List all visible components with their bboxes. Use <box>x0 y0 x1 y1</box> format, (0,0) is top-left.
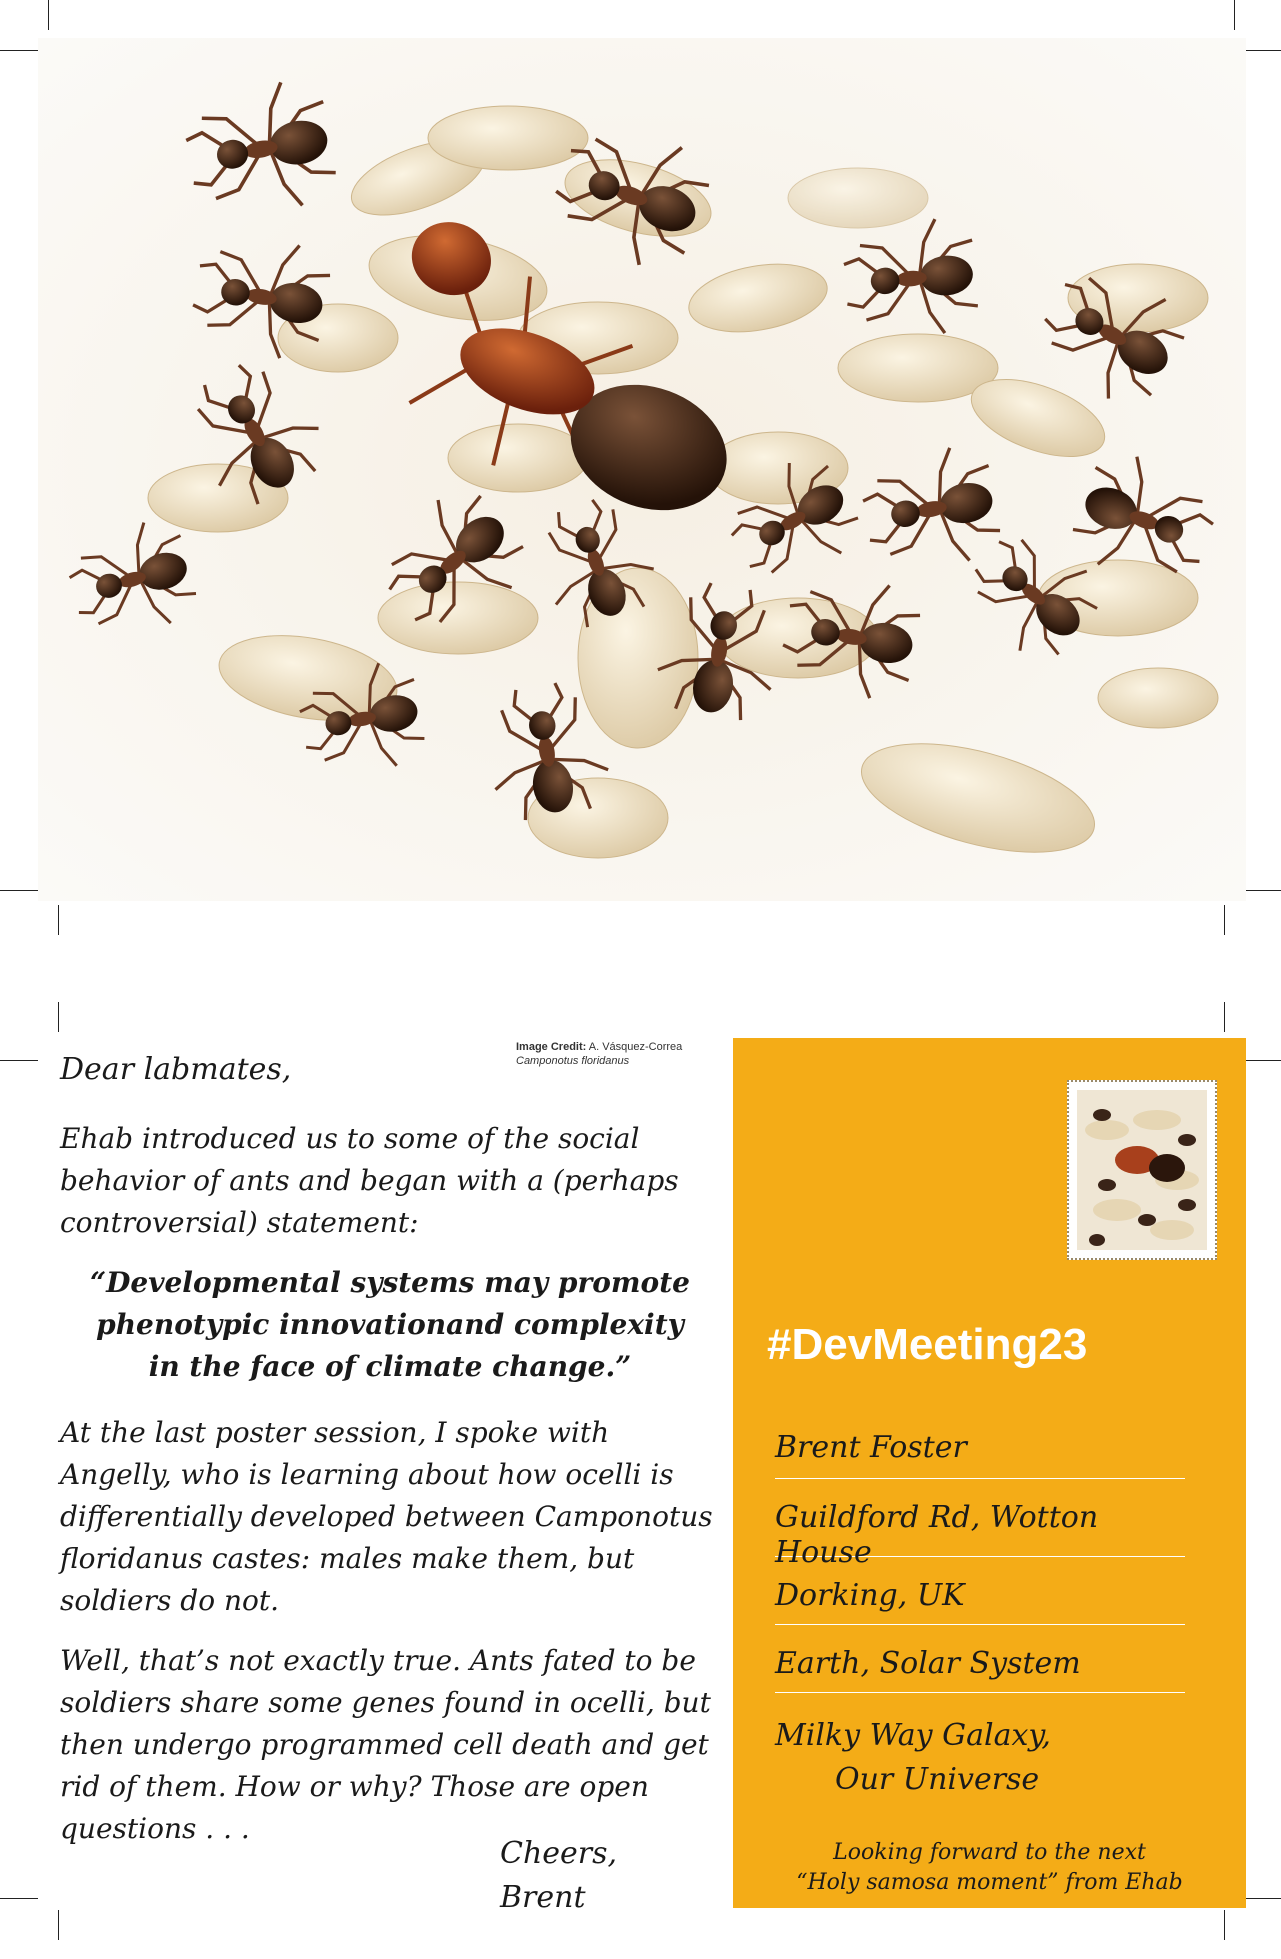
footer-line-1: Looking forward to the next <box>833 1840 1146 1865</box>
crop-mark <box>1243 1060 1281 1061</box>
panel-footer <box>733 1838 1246 1898</box>
address-street: Guildford Rd, Wotton House <box>775 1500 1099 1570</box>
address-planet-line <box>775 1646 1185 1693</box>
crop-mark <box>1243 1898 1281 1899</box>
address-panel <box>733 1038 1246 1908</box>
address-street-line <box>775 1500 1185 1570</box>
crop-mark <box>1224 1002 1225 1032</box>
crop-mark <box>1243 890 1281 891</box>
event-hashtag: #DevMeeting23 <box>767 1320 1088 1369</box>
letter-quote: “Developmental systems may promote phenotypic innovationand complexity in the face of climate change.” <box>90 1266 690 1383</box>
crop-mark <box>58 1910 59 1940</box>
crop-mark <box>1224 1910 1225 1940</box>
letter-closing <box>500 1832 617 1920</box>
crop-mark <box>58 905 59 935</box>
address-galaxy-line <box>775 1714 1185 1802</box>
image-credit <box>516 1040 682 1068</box>
crop-mark <box>0 890 38 891</box>
letter-paragraph-3: Well, that’s not exactly true. Ants fated to be soldiers share some genes found in ocelli, but then undergo programmed cell death and get rid of them. How or why? Those are open questions . . . <box>60 1644 711 1845</box>
crop-mark <box>48 0 49 30</box>
address-city: Dorking, UK <box>775 1578 965 1613</box>
ant-colony-photo <box>38 38 1246 901</box>
crop-mark <box>0 50 38 51</box>
address-planet: Earth, Solar System <box>775 1646 1081 1681</box>
footer-line-2: “Holy samosa moment” from Ehab <box>796 1870 1183 1895</box>
credit-species: Camponotus floridanus <box>516 1055 630 1067</box>
crop-mark <box>1224 905 1225 935</box>
address-name-line <box>775 1430 1185 1479</box>
letter-greeting: Dear labmates, <box>60 1052 292 1087</box>
credit-label: Image Credit: <box>516 1041 587 1053</box>
crop-mark <box>0 1060 38 1061</box>
address-name: Brent Foster <box>775 1430 967 1465</box>
stamp-image <box>1077 1090 1207 1250</box>
crop-mark <box>1234 0 1235 30</box>
crop-mark <box>0 1898 38 1899</box>
address-universe: Our Universe <box>835 1762 1040 1797</box>
signature: Brent <box>500 1880 586 1915</box>
letter-paragraph-1: Ehab introduced us to some of the social behavior of ants and began with a (perhaps controversial) statement: <box>60 1122 679 1239</box>
letter-paragraph-2: At the last poster session, I spoke with Angelly, who is learning about how ocelli is differentially developed between Camponotus floridanus castes: males make them, but soldiers do not. <box>60 1416 713 1617</box>
crop-mark <box>58 1002 59 1032</box>
credit-author: A. Vásquez-Correa <box>588 1041 683 1053</box>
address-galaxy: Milky Way Galaxy, <box>775 1718 1051 1753</box>
address-city-line <box>775 1578 1185 1625</box>
crop-mark <box>1243 50 1281 51</box>
closing-line: Cheers, <box>500 1836 618 1871</box>
postage-stamp <box>1067 1080 1217 1260</box>
